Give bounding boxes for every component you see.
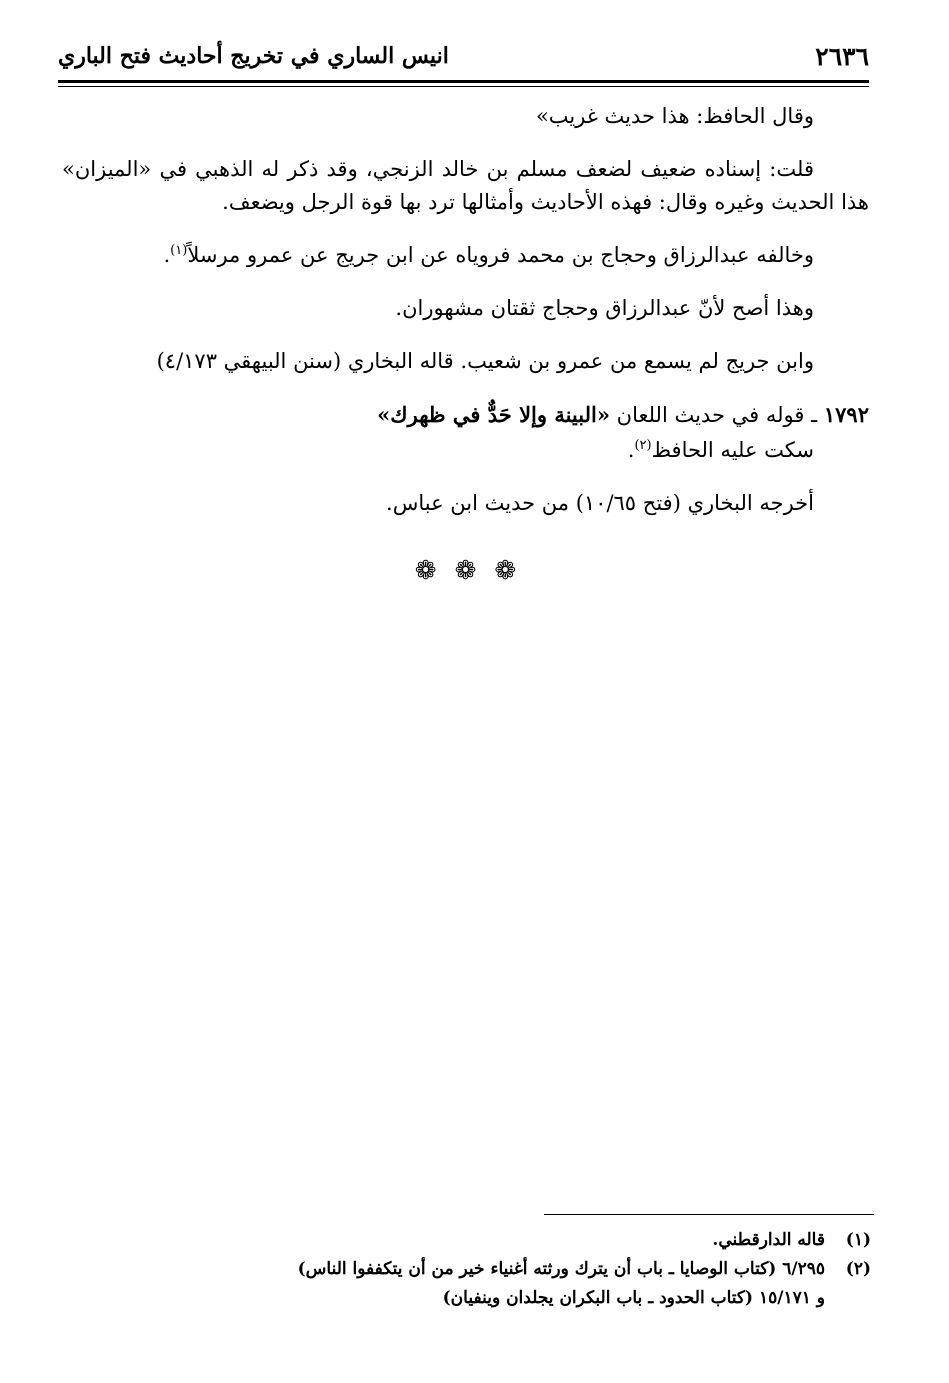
main-text (62, 100, 869, 540)
section-divider-ornaments (0, 556, 949, 586)
entry-lead: ـ قوله في حديث اللعان (609, 403, 824, 427)
flower-ornament-icon: ❁ (454, 556, 491, 586)
footnote-2 (80, 1255, 871, 1284)
footnote-1 (80, 1226, 871, 1255)
flower-ornament-icon: ❁ (494, 556, 531, 586)
footnotes (80, 1226, 871, 1313)
paragraph-hafiz-statement: وقال الحافظ: هذا حديث غريب» (535, 104, 814, 128)
entry-quote: «البينة وإلا حَدٌّ في ظهرك» (377, 402, 610, 427)
running-header (58, 36, 869, 76)
paragraph-hafiz-silent-text: سكت عليه الحافظ (651, 438, 814, 462)
entry-number: ١٧٩٢ (823, 402, 869, 427)
paragraph-hafiz-silent-end: . (627, 438, 635, 462)
paragraph-ibn-jurayj: وابن جريج لم يسمع من عمرو بن شعيب. قاله البخاري (سنن البيهقي ٤/١٧٣) (156, 349, 814, 373)
footnote-1-number: (١) (845, 1230, 871, 1250)
running-title: انيس الساري في تخريج أحاديث فتح الباري (58, 43, 449, 69)
paragraph-hafiz-silent (62, 434, 869, 467)
footnote-ref-1[interactable]: (١) (170, 243, 188, 258)
paragraph-more-correct: وهذا أصح لأنّ عبدالرزاق وحجاج ثقتان مشهوران. (395, 296, 814, 320)
footnote-2-text: ٦/٢٩٥ (كتاب الوصايا ـ باب أن يترك ورثته أغنياء خير من أن يتكففوا الناس) (297, 1259, 825, 1279)
header-rule-thick (58, 80, 869, 83)
paragraph-isnad-weakness: قلت: إسناده ضعيف لضعف مسلم بن خالد الزنجي، وقد ذكر له الذهبي في «الميزان» هذا الحديث وغيره وقال: فهذه الأحاديث وأمثالها ترد بها قوة الرجل ويضعف. (62, 157, 869, 214)
flower-ornament-icon: ❁ (414, 556, 451, 586)
page-number: ٢٦٣٦ (815, 41, 869, 71)
paragraph-contradiction-text: وخالفه عبدالرزاق وحجاج بن محمد فروياه عن ابن جريج عن عمرو مرسلاً (187, 243, 814, 267)
paragraph-contradiction-end: . (163, 243, 171, 267)
paragraph-contradiction (62, 239, 869, 272)
paragraph-bukhari-source: أخرجه البخاري (فتح ١٠/٦٥) من حديث ابن عباس. (386, 491, 814, 515)
footnote-ref-2[interactable]: (٢) (634, 438, 652, 453)
footnote-2-number: (٢) (845, 1259, 871, 1279)
hadith-entry-heading (62, 398, 869, 432)
footnote-1-text: قاله الدارقطني. (712, 1230, 825, 1250)
footnote-separator (544, 1214, 874, 1215)
footnote-2-continuation: و ١٥/١٧١ (كتاب الحدود ـ باب البكران يجلدان وينفيان) (442, 1288, 825, 1308)
header-rule-thin (58, 86, 869, 87)
